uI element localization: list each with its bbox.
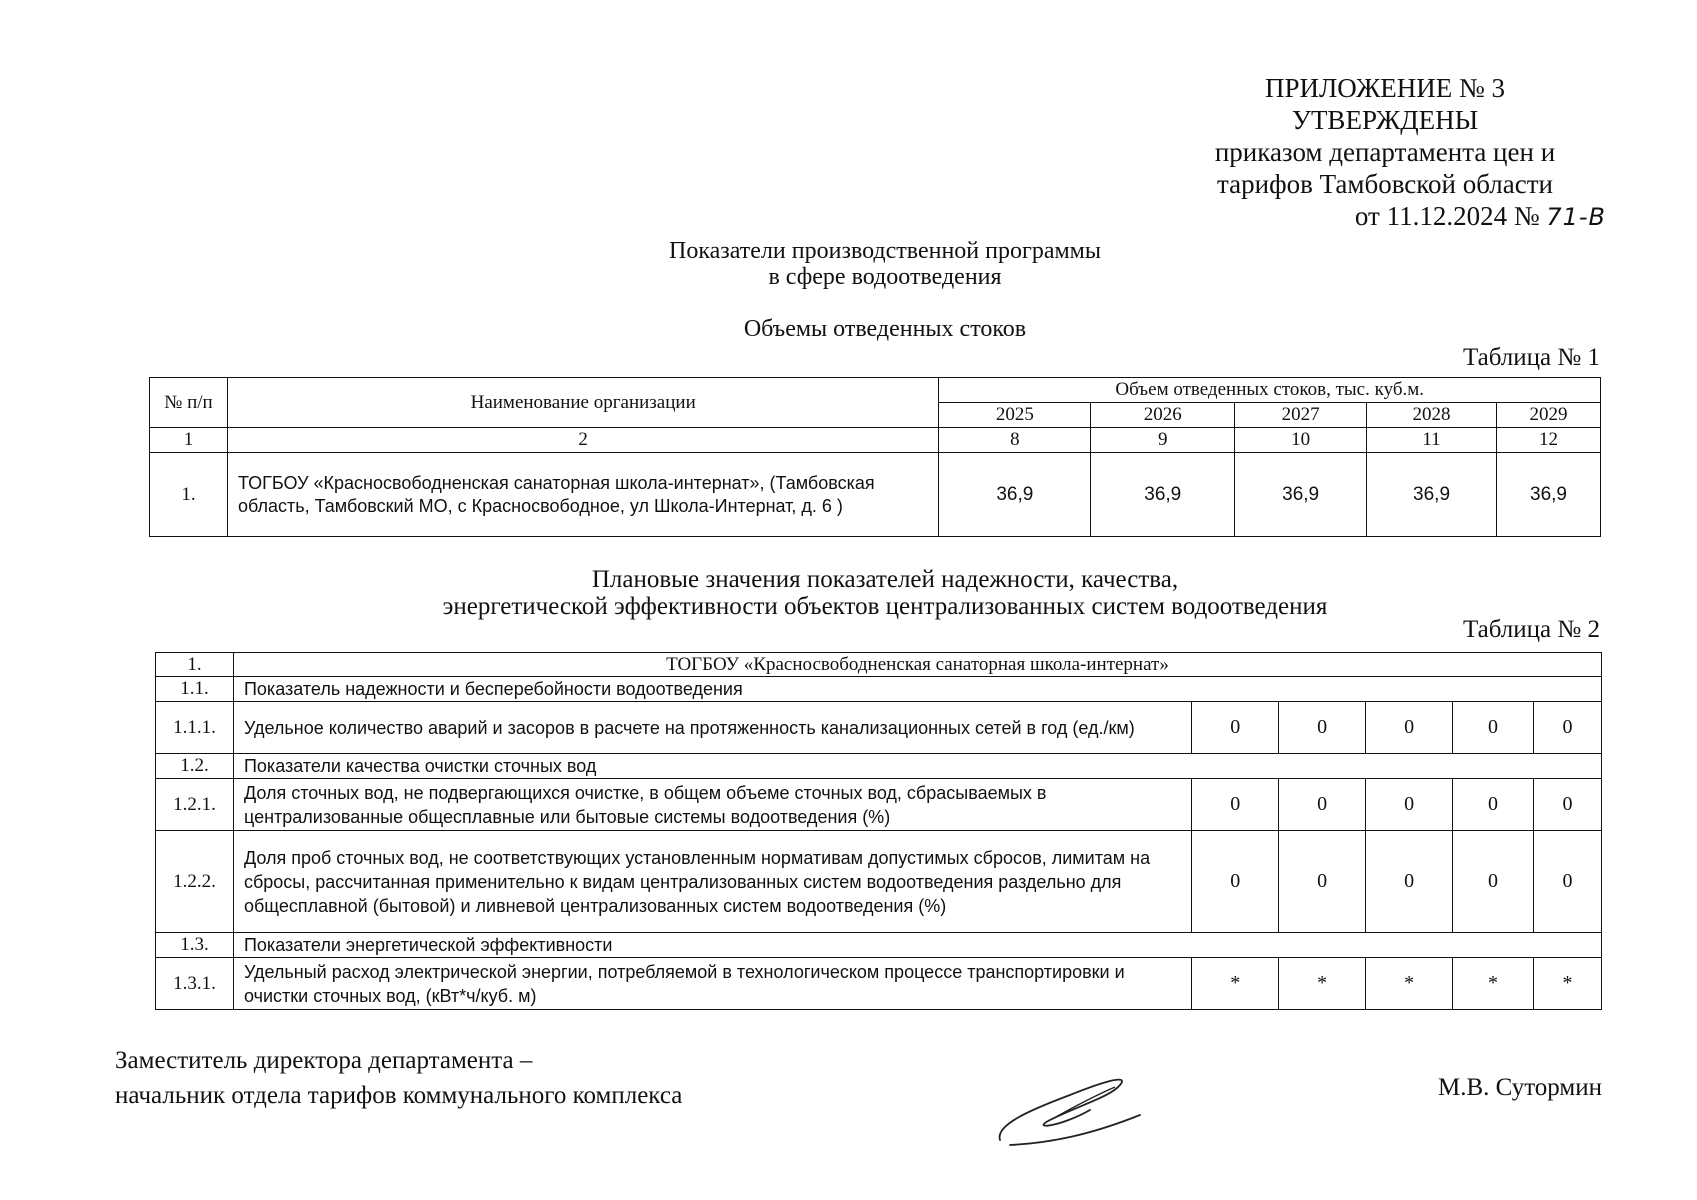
index-cell: 8: [939, 428, 1091, 453]
program-title-line-1: Показатели производственной программы: [669, 238, 1101, 264]
table-row: [156, 831, 1602, 933]
indicator-value: 0: [1366, 779, 1453, 831]
col-name-header: Наименование организации: [227, 378, 938, 428]
table2-caption: Таблица № 2: [1462, 616, 1600, 643]
index-cell: 11: [1367, 428, 1497, 453]
indicator-value: *: [1192, 958, 1279, 1010]
program-title: [500, 238, 1270, 290]
indicator-value: 0: [1192, 779, 1279, 831]
indicator-value: 0: [1534, 779, 1602, 831]
index-cell: 10: [1235, 428, 1367, 453]
indicators-title-line-2: энергетической эффективности объектов централизованных систем водоотведения: [442, 593, 1328, 620]
indicator-value: 0: [1279, 831, 1366, 933]
indicator-value: 0: [1366, 831, 1453, 933]
indicator-value: 0: [1192, 831, 1279, 933]
index-cell: 2: [227, 428, 938, 453]
year-header: 2025: [939, 403, 1091, 428]
volume-value: 36,9: [1235, 453, 1367, 537]
indicator-value: 0: [1453, 831, 1534, 933]
indicator-label: Удельный расход электрической энергии, потребляемой в технологическом процессе транспортировки и очистки сточных вод, (кВт*ч/куб. м): [233, 958, 1191, 1010]
table1-caption: Таблица № 1: [1462, 344, 1600, 371]
appendix-label: ПРИЛОЖЕНИЕ № 3: [1264, 73, 1506, 103]
signer-position-line-1: Заместитель директора департамента –: [115, 1047, 533, 1074]
year-header: 2028: [1367, 403, 1497, 428]
order-number-handwritten: 71-В: [1546, 203, 1606, 231]
volumes-table: [149, 377, 1601, 537]
volume-value: 36,9: [1091, 453, 1235, 537]
order-date-number: [1150, 200, 1620, 233]
row-num: 1.2.2.: [156, 831, 234, 933]
signer-position-line-2: начальник отдела тарифов коммунального комплекса: [115, 1082, 683, 1109]
row-num: 1.3.1.: [156, 958, 234, 1010]
table-row: [156, 779, 1602, 831]
indicator-label: Доля проб сточных вод, не соответствующих установленным нормативам допустимых сбросов, лимитам на сбросы, рассчитанная применительно к видам централизованных систем водоотведения раздельно для общесплавной (бытовой) и ливневой централизованных систем водоотведения (%): [233, 831, 1191, 933]
year-header: 2029: [1497, 403, 1601, 428]
order-date-prefix: от 11.12.2024 №: [1354, 201, 1540, 231]
row-num: 1.1.: [156, 677, 234, 702]
handwritten-signature: [990, 1065, 1160, 1150]
group-label: Показатели энергетической эффективности: [233, 933, 1601, 958]
group-row: [156, 754, 1602, 779]
signer-position: [115, 1043, 682, 1113]
index-cell: 12: [1497, 428, 1601, 453]
indicators-table: [155, 652, 1602, 1010]
indicator-value: 0: [1279, 779, 1366, 831]
group-label: Показатель надежности и бесперебойности водоотведения: [233, 677, 1601, 702]
table-row: [156, 958, 1602, 1010]
indicator-value: 0: [1192, 702, 1279, 754]
row-num: 1.1.1.: [156, 702, 234, 754]
indicator-value: 0: [1534, 831, 1602, 933]
indicator-value: 0: [1366, 702, 1453, 754]
indicator-value: 0: [1279, 702, 1366, 754]
indicator-value: *: [1453, 958, 1534, 1010]
indicator-value: 0: [1453, 779, 1534, 831]
volume-header: Объем отведенных стоков, тыс. куб.м.: [939, 378, 1601, 403]
row-num: 1.2.: [156, 754, 234, 779]
order-line-2: тарифов Тамбовской области: [1217, 169, 1553, 199]
group-row: [156, 933, 1602, 958]
indicators-title: [300, 566, 1470, 620]
org-num: 1.: [156, 653, 234, 677]
year-header: 2026: [1091, 403, 1235, 428]
index-cell: 1: [150, 428, 228, 453]
volume-value: 36,9: [1497, 453, 1601, 537]
approved-label: УТВЕРЖДЕНЫ: [1291, 105, 1479, 135]
order-line-1: приказом департамента цен и: [1214, 137, 1556, 167]
row-num: 1.2.1.: [156, 779, 234, 831]
col-num-header: № п/п: [150, 378, 228, 428]
table-row: [150, 453, 1601, 537]
group-label: Показатели качества очистки сточных вод: [233, 754, 1601, 779]
index-cell: 9: [1091, 428, 1235, 453]
row-num: 1.: [150, 453, 228, 537]
group-row: [156, 677, 1602, 702]
org-name: ТОГБОУ «Красносвободненская санаторная школа-интернат»: [233, 653, 1601, 677]
table-row: [156, 702, 1602, 754]
year-header: 2027: [1235, 403, 1367, 428]
indicator-value: 0: [1534, 702, 1602, 754]
volume-value: 36,9: [939, 453, 1091, 537]
program-title-line-2: в сфере водоотведения: [768, 264, 1002, 290]
organization-name: ТОГБОУ «Красносвободненская санаторная школа-интернат», (Тамбовская область, Тамбовский МО, с Красносвободное, ул Школа-Интернат, д. 6 ): [227, 453, 938, 537]
signer-name: М.В. Сутормин: [1437, 1074, 1602, 1101]
section-title-volumes: Объемы отведенных стоков: [743, 316, 1027, 342]
indicator-value: *: [1534, 958, 1602, 1010]
indicator-label: Доля сточных вод, не подвергающихся очистке, в общем объеме сточных вод, сбрасываемых в централизованные общесплавные или бытовые системы водоотведения (%): [233, 779, 1191, 831]
approval-header: [1150, 72, 1620, 233]
org-row: [156, 653, 1602, 677]
indicator-label: Удельное количество аварий и засоров в расчете на протяженность канализационных сетей в год (ед./км): [233, 702, 1191, 754]
indicator-value: *: [1279, 958, 1366, 1010]
index-row: [150, 428, 1601, 453]
volume-value: 36,9: [1367, 453, 1497, 537]
indicator-value: *: [1366, 958, 1453, 1010]
indicators-title-line-1: Плановые значения показателей надежности, качества,: [591, 566, 1179, 593]
indicator-value: 0: [1453, 702, 1534, 754]
row-num: 1.3.: [156, 933, 234, 958]
